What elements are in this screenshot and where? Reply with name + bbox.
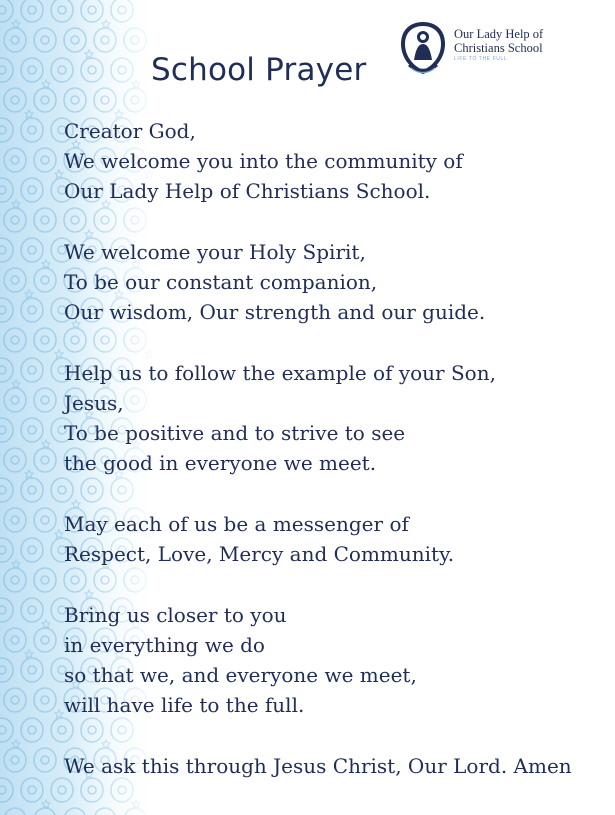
prayer-line: May each of us be a messenger of <box>64 512 409 536</box>
prayer-line: Bring us closer to you <box>64 603 287 627</box>
prayer-line: the good in everyone we meet. <box>64 451 377 475</box>
prayer-stanza <box>64 116 572 206</box>
prayer-line: in everything we do <box>64 633 265 657</box>
prayer-stanza <box>64 237 572 327</box>
prayer-line: We ask this through Jesus Christ, Our Lord. Amen <box>64 754 572 778</box>
prayer-line: Help us to follow the example of your Son, <box>64 361 496 385</box>
prayer-stanza <box>64 509 572 569</box>
prayer-line: Our wisdom, Our strength and our guide. <box>64 300 486 324</box>
prayer-stanza <box>64 600 572 720</box>
prayer-line: will have life to the full. <box>64 693 305 717</box>
prayer-line: Jesus, <box>64 391 124 415</box>
page-title: School Prayer <box>151 52 367 88</box>
prayer-body <box>64 116 572 812</box>
prayer-line: We welcome your Holy Spirit, <box>64 240 366 264</box>
school-crest-icon <box>399 20 447 76</box>
school-name-line-1: Our Lady Help of <box>454 27 544 41</box>
prayer-line: Respect, Love, Mercy and Community. <box>64 542 455 566</box>
prayer-line: To be our constant companion, <box>64 270 378 294</box>
prayer-line: so that we, and everyone we meet, <box>64 663 417 687</box>
prayer-stanza <box>64 751 572 781</box>
prayer-stanza <box>64 358 572 478</box>
prayer-line: Our Lady Help of Christians School. <box>64 179 431 203</box>
school-name-line-2: Christians School <box>454 41 543 55</box>
prayer-line: Creator God, <box>64 119 196 143</box>
prayer-line: To be positive and to strive to see <box>64 421 406 445</box>
prayer-line: We welcome you into the community of <box>64 149 463 173</box>
school-tagline: LIFE TO THE FULL <box>454 56 508 62</box>
school-name <box>454 27 604 62</box>
